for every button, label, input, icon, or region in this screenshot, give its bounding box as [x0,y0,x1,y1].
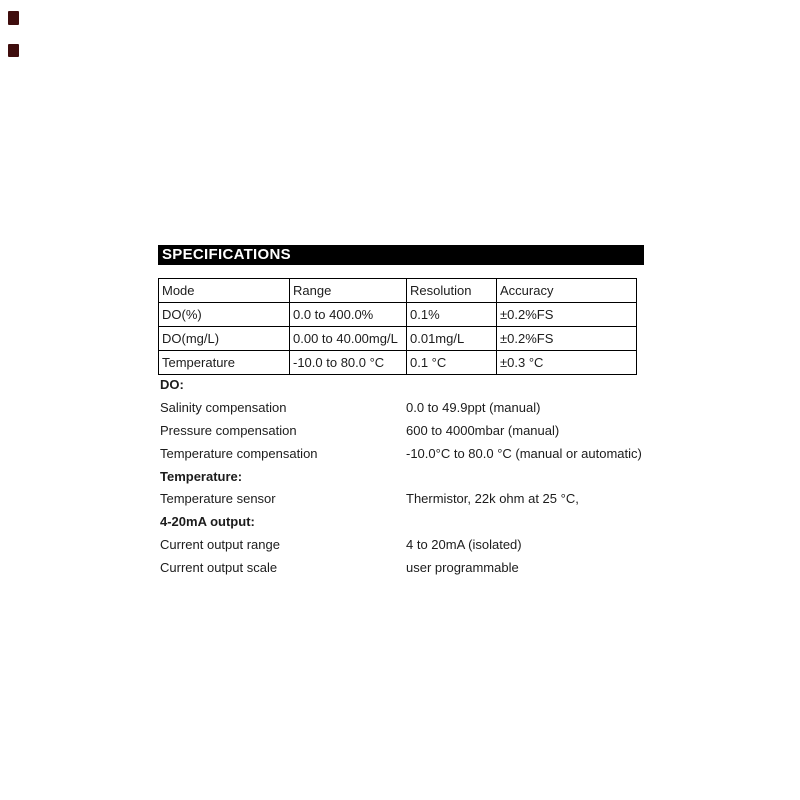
spec-item-value: -10.0°C to 80.0 °C (manual or automatic) [406,445,642,461]
spec-item-value: 4 to 20mA (isolated) [406,537,522,553]
spec-item [160,442,680,465]
table-cell-range: -10.0 to 80.0 °C [290,351,407,375]
spec-item [160,556,680,579]
table-cell-range: 0.00 to 40.00mg/L [290,327,407,351]
spec-item-label: Pressure compensation [160,422,297,438]
spec-item-value: 0.0 to 49.9ppt (manual) [406,399,541,415]
spec-item-label: Temperature compensation [160,445,318,461]
table-cell-mode: DO(mg/L) [159,327,290,351]
spec-item-label: Current output scale [160,560,278,576]
table-row [159,351,637,375]
spec-item-value: Thermistor, 22k ohm at 25 °C, [406,491,579,507]
column-header-mode: Mode [159,279,290,303]
table-cell-accuracy: ±0.3 °C [497,351,637,375]
spec-section-heading [160,373,680,396]
spec-item-value: 600 to 4000mbar (manual) [406,422,560,438]
spec-item [160,396,680,419]
column-header-range: Range [290,279,407,303]
table-cell-resolution: 0.1% [407,303,497,327]
table-cell-mode: Temperature [159,351,290,375]
scan-artifact-mark [8,44,19,57]
spec-heading-label: Temperature: [160,468,243,484]
column-header-resolution: Resolution [407,279,497,303]
table-header-row [159,279,637,303]
section-title: SPECIFICATIONS [162,246,291,263]
spec-item-label: Current output range [160,537,280,553]
spec-item-label: Salinity compensation [160,399,287,415]
spec-heading-label: DO: [160,376,184,392]
table-row [159,327,637,351]
table-cell-resolution: 0.01mg/L [407,327,497,351]
spec-item [160,533,680,556]
spec-table [158,278,637,375]
scan-artifact-mark [8,11,19,25]
spec-item-value: user programmable [406,560,519,576]
spec-item [160,419,680,442]
table-cell-accuracy: ±0.2%FS [497,303,637,327]
table-cell-accuracy: ±0.2%FS [497,327,637,351]
spec-section-heading [160,465,680,488]
table-row [159,303,637,327]
spec-item [160,487,680,510]
spec-item-label: Temperature sensor [160,491,276,507]
table-cell-range: 0.0 to 400.0% [290,303,407,327]
spec-section-heading [160,510,680,533]
spec-list [160,373,680,579]
column-header-accuracy: Accuracy [497,279,637,303]
table-cell-resolution: 0.1 °C [407,351,497,375]
spec-heading-label: 4-20mA output: [160,514,255,530]
section-title-bar [158,245,644,265]
table-cell-mode: DO(%) [159,303,290,327]
